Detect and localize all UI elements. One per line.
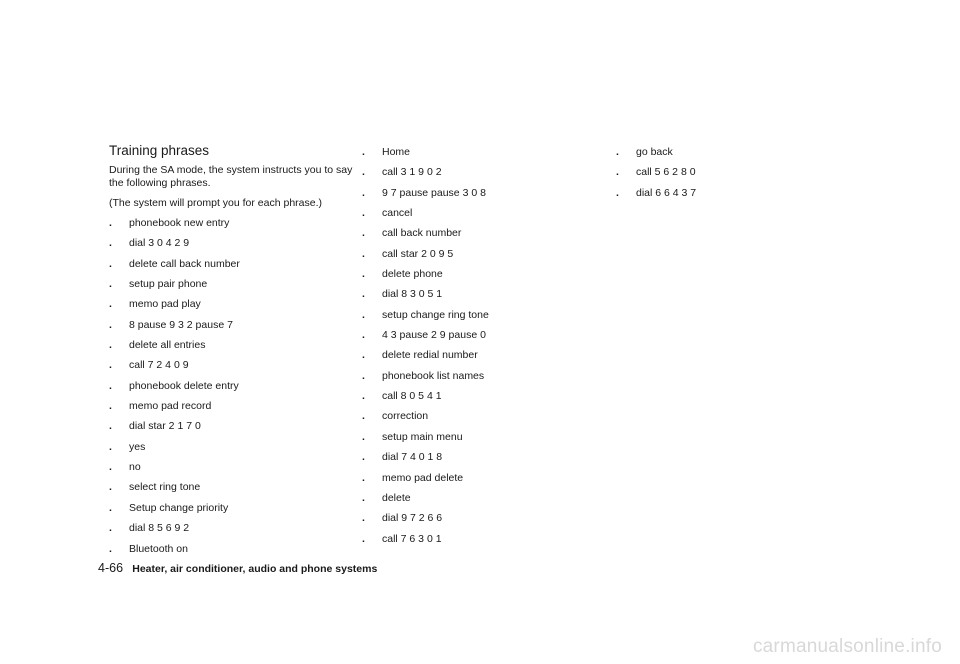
phrase-list-item — [109, 380, 339, 400]
bullet-icon: . — [362, 227, 365, 240]
phrase-list-item — [362, 227, 592, 247]
bullet-icon: . — [362, 329, 365, 342]
intro-paragraph: During the SA mode, the system instructs you to say the following phrases. — [109, 164, 353, 189]
phrase-list-item — [109, 319, 339, 339]
phrase-text: Setup change priority — [129, 501, 229, 514]
phrase-text: call 7 6 3 0 1 — [382, 532, 442, 545]
watermark-text: carmanualsonline.info — [752, 636, 942, 657]
bullet-icon: . — [616, 186, 619, 199]
bullet-icon: . — [362, 166, 365, 179]
phrase-text: memo pad play — [129, 298, 201, 311]
phrase-text: delete — [382, 491, 411, 504]
phrase-list-item — [109, 237, 339, 257]
phrase-list-item — [109, 298, 339, 318]
bullet-icon: . — [362, 369, 365, 382]
phrase-list-item — [616, 146, 846, 166]
phrase-list-item — [109, 278, 339, 298]
section-title: Training phrases — [109, 143, 210, 158]
bullet-icon: . — [362, 512, 365, 525]
phrase-text: correction — [382, 410, 429, 423]
phrase-list-item — [109, 461, 339, 481]
phrase-list-item — [362, 166, 592, 186]
phrase-list-item — [362, 533, 592, 553]
phrase-list-item — [362, 187, 592, 207]
phrase-list-item — [109, 359, 339, 379]
bullet-icon: . — [109, 318, 112, 331]
phrase-text: phonebook list names — [382, 369, 485, 382]
chapter-title: Heater, air conditioner, audio and phone systems — [132, 563, 378, 575]
phrase-text: dial 6 6 4 3 7 — [636, 186, 697, 199]
phrase-list-item — [109, 258, 339, 278]
phrase-text: call 8 0 5 4 1 — [382, 390, 442, 403]
phrase-text: 4 3 pause 2 9 pause 0 — [382, 329, 486, 342]
phrase-text: dial 7 4 0 1 8 — [382, 451, 443, 464]
phrase-list-item — [362, 207, 592, 227]
bullet-icon: . — [109, 298, 112, 311]
page-footer — [98, 561, 377, 575]
bullet-icon: . — [109, 420, 112, 433]
bullet-icon: . — [616, 146, 619, 158]
phrase-text: call 5 6 2 8 0 — [636, 166, 696, 179]
prompt-note: (The system will prompt you for each phrase.) — [109, 197, 322, 209]
bullet-icon: . — [109, 359, 112, 372]
phrase-list-item — [362, 268, 592, 288]
phrase-text: dial 9 7 2 6 6 — [382, 512, 443, 525]
bullet-icon: . — [109, 379, 112, 392]
phrase-list-item — [616, 187, 846, 207]
bullet-icon: . — [362, 471, 365, 484]
phrase-list-item — [362, 288, 592, 308]
bullet-icon: . — [362, 491, 365, 504]
bullet-icon: . — [362, 288, 365, 301]
phrase-list-item — [109, 400, 339, 420]
phrase-list-item — [362, 431, 592, 451]
bullet-icon: . — [362, 308, 365, 321]
bullet-icon: . — [362, 247, 365, 260]
bullet-icon: . — [362, 430, 365, 443]
bullet-icon: . — [109, 501, 112, 514]
phrase-list-item — [362, 472, 592, 492]
phrase-text: delete all entries — [129, 339, 206, 352]
phrase-list-item — [109, 522, 339, 542]
phrase-text: Bluetooth on — [129, 542, 188, 555]
phrase-text: select ring tone — [129, 481, 201, 494]
phrase-list-item — [362, 248, 592, 268]
bullet-icon: . — [109, 542, 112, 555]
phrase-text: phonebook delete entry — [129, 379, 239, 392]
phrase-list-item — [109, 543, 339, 563]
phrase-text: call 7 2 4 0 9 — [129, 359, 189, 372]
phrase-list-item — [109, 481, 339, 501]
bullet-icon: . — [109, 278, 112, 291]
bullet-icon: . — [362, 207, 365, 220]
phrase-text: dial star 2 1 7 0 — [129, 420, 201, 433]
phrase-list-item — [109, 441, 339, 461]
phrase-text: 8 pause 9 3 2 pause 7 — [129, 318, 233, 331]
bullet-icon: . — [109, 237, 112, 250]
phrase-text: cancel — [382, 207, 413, 220]
phrase-text: memo pad delete — [382, 471, 464, 484]
bullet-icon: . — [616, 166, 619, 179]
bullet-icon: . — [109, 339, 112, 352]
phrase-text: delete call back number — [129, 257, 240, 270]
phrase-list-item — [616, 166, 846, 186]
phrase-text: delete phone — [382, 268, 443, 281]
phrase-list-item — [362, 370, 592, 390]
phrase-list-item — [362, 512, 592, 532]
phrase-text: setup main menu — [382, 430, 463, 443]
phrase-text: 9 7 pause pause 3 0 8 — [382, 186, 486, 199]
phrase-list-item — [362, 309, 592, 329]
phrase-list-item — [362, 146, 592, 166]
phrase-list-item — [362, 410, 592, 430]
bullet-icon: . — [109, 522, 112, 535]
phrase-text: memo pad record — [129, 400, 212, 413]
phrase-list-column-2 — [362, 146, 592, 553]
phrase-list-item — [109, 339, 339, 359]
phrase-text: go back — [636, 146, 673, 158]
phrase-list-item — [362, 390, 592, 410]
phrase-text: delete redial number — [382, 349, 478, 362]
phrase-list-column-3 — [616, 146, 846, 207]
phrase-text: setup change ring tone — [382, 308, 489, 321]
phrase-list-item — [362, 349, 592, 369]
phrase-text: call 3 1 9 0 2 — [382, 166, 442, 179]
phrase-list-item — [362, 492, 592, 512]
phrase-text: dial 8 3 0 5 1 — [382, 288, 443, 301]
phrase-list-item — [362, 329, 592, 349]
phrase-list-item — [109, 217, 339, 237]
phrase-text: Home — [382, 146, 411, 158]
bullet-icon: . — [362, 349, 365, 362]
phrase-list-item — [109, 502, 339, 522]
bullet-icon: . — [362, 390, 365, 403]
phrase-list-item — [109, 420, 339, 440]
bullet-icon: . — [109, 440, 112, 453]
phrase-text: setup pair phone — [129, 278, 208, 291]
phrase-text: phonebook new entry — [129, 217, 230, 229]
phrase-text: no — [129, 461, 141, 474]
page-number: 4-66 — [98, 561, 124, 575]
bullet-icon: . — [362, 186, 365, 199]
phrase-text: call back number — [382, 227, 462, 240]
bullet-icon: . — [109, 217, 112, 229]
bullet-icon: . — [362, 451, 365, 464]
bullet-icon: . — [362, 268, 365, 281]
bullet-icon: . — [109, 400, 112, 413]
phrase-text: yes — [129, 440, 146, 453]
phrase-list-item — [362, 451, 592, 471]
bullet-icon: . — [362, 146, 365, 158]
phrase-list-column-1 — [109, 217, 339, 563]
bullet-icon: . — [362, 532, 365, 545]
phrase-text: dial 3 0 4 2 9 — [129, 237, 190, 250]
bullet-icon: . — [109, 481, 112, 494]
bullet-icon: . — [109, 257, 112, 270]
phrase-text: dial 8 5 6 9 2 — [129, 522, 190, 535]
bullet-icon: . — [109, 461, 112, 474]
bullet-icon: . — [362, 410, 365, 423]
phrase-text: call star 2 0 9 5 — [382, 247, 454, 260]
